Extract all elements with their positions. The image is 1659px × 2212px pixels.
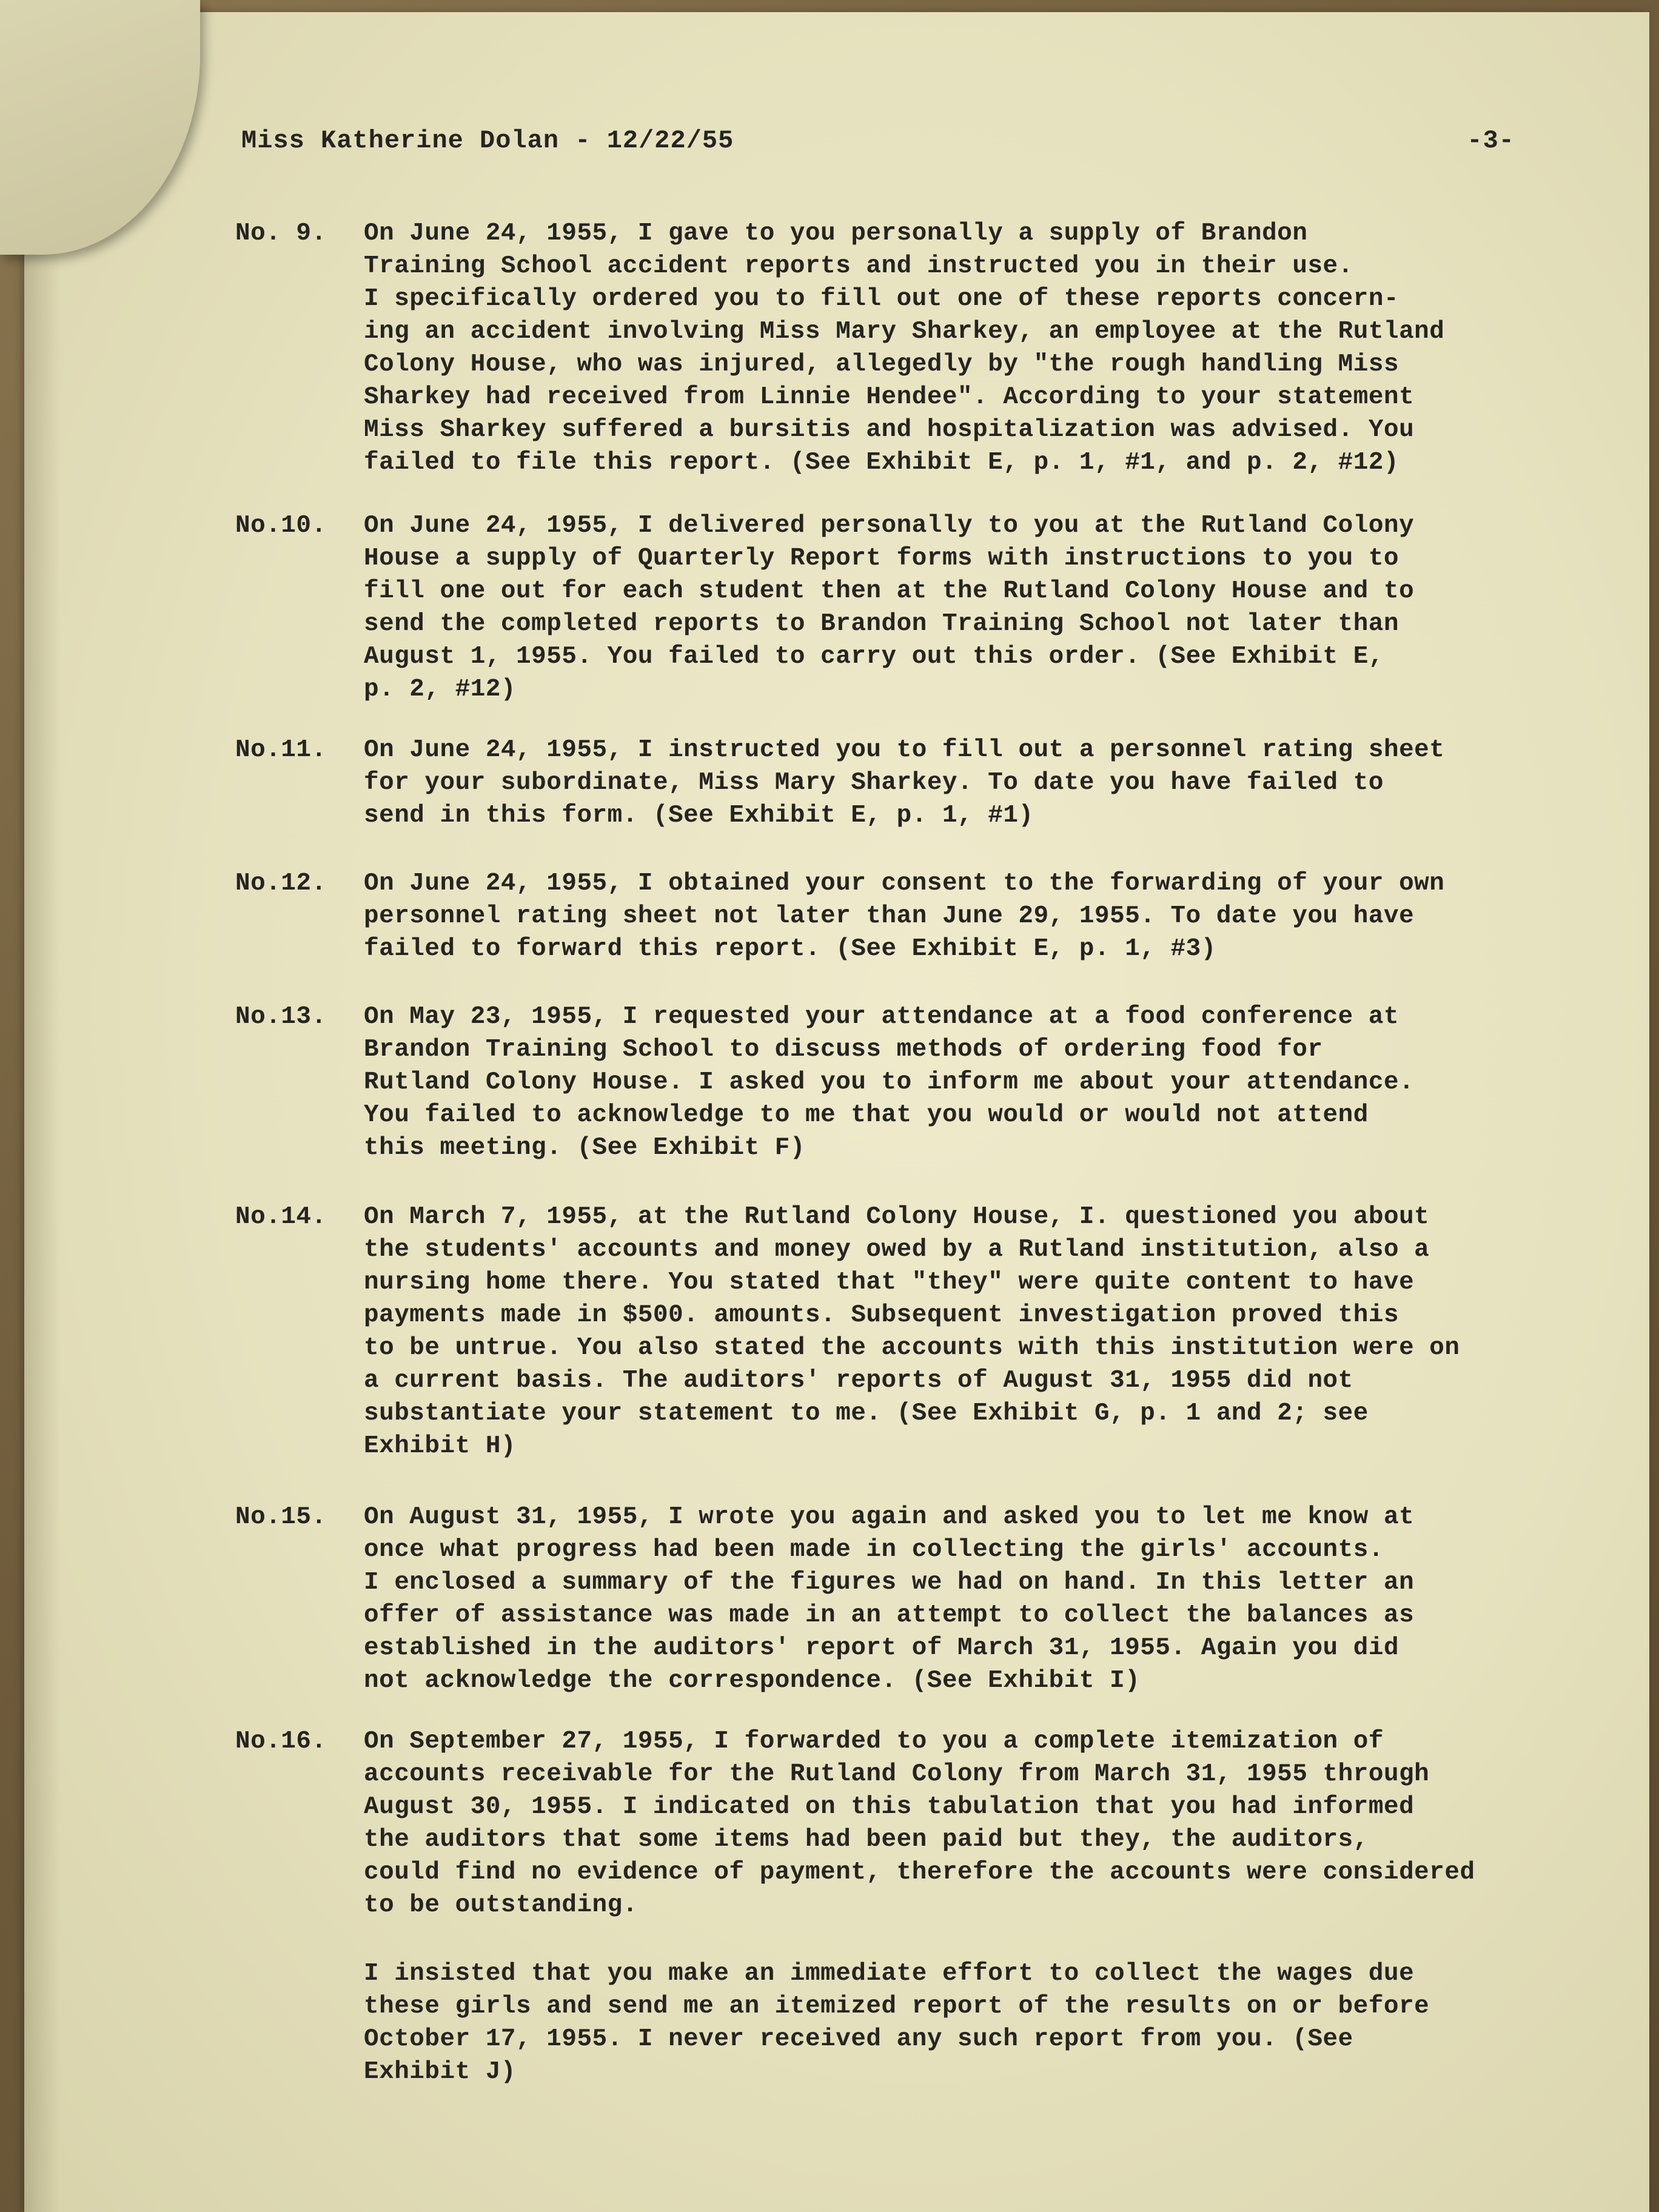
item-text <box>364 1201 1570 1463</box>
text-line: Rutland Colony House. I asked you to inform me about your attendance. <box>364 1068 1415 1096</box>
text-line: Colony House, who was injured, allegedly by "the rough handling Miss <box>364 350 1399 378</box>
text-line: Training School accident reports and instructed you in their use. <box>364 252 1353 280</box>
item-text <box>364 509 1570 706</box>
item-text <box>364 1501 1570 1697</box>
item-text <box>364 734 1570 832</box>
text-line: p. 2, #12) <box>364 675 517 703</box>
text-line: to be outstanding. <box>364 1891 638 1919</box>
text-line: these girls and send me an itemized report of the results on or before <box>364 1992 1430 2020</box>
text-line: I specifically ordered you to fill out one of these reports concern- <box>364 285 1399 313</box>
text-line: a current basis. The auditors' reports of August 31, 1955 did not <box>364 1367 1353 1395</box>
text-line: Brandon Training School to discuss methods of ordering food for <box>364 1036 1323 1064</box>
text-line: You failed to acknowledge to me that you would or would not attend <box>364 1101 1369 1129</box>
text-line: Exhibit H) <box>364 1432 517 1460</box>
text-line: Sharkey had received from Linnie Hendee". According to your statement <box>364 383 1415 411</box>
text-line: could find no evidence of payment, therefore the accounts were considered <box>364 1858 1475 1886</box>
text-line: On June 24, 1955, I delivered personally to you at the Rutland Colony <box>364 512 1415 540</box>
text-line: On March 7, 1955, at the Rutland Colony House, I. questioned you about <box>364 1203 1430 1231</box>
item-number: No. 9. <box>235 220 327 247</box>
text-line: On June 24, 1955, I obtained your consent to the forwarding of your own <box>364 870 1445 897</box>
text-line: Exhibit J) <box>364 2058 517 2086</box>
text-line: nursing home there. You stated that "they" were quite content to have <box>364 1269 1415 1296</box>
text-line: once what progress had been made in collecting the girls' accounts. <box>364 1536 1384 1564</box>
text-line: the auditors that some items had been paid but they, the auditors, <box>364 1826 1369 1854</box>
item-number: No.16. <box>235 1728 327 1755</box>
text-line: payments made in $500. amounts. Subsequent investigation proved this <box>364 1301 1399 1329</box>
text-line: not acknowledge the correspondence. (See Exhibit I) <box>364 1667 1141 1695</box>
item-text <box>364 1000 1570 1164</box>
text-line: August 1, 1955. You failed to carry out this order. (See Exhibit E, <box>364 643 1384 671</box>
item-number: No.14. <box>235 1203 327 1231</box>
recipient-date: Miss Katherine Dolan - 12/22/55 <box>241 126 734 155</box>
text-line: August 30, 1955. I indicated on this tabulation that you had informed <box>364 1793 1415 1821</box>
text-line: to be untrue. You also stated the accounts with this institution were on <box>364 1334 1460 1362</box>
text-line: substantiate your statement to me. (See Exhibit G, p. 1 and 2; see <box>364 1399 1369 1427</box>
text-line: I enclosed a summary of the figures we had on hand. In this letter an <box>364 1569 1415 1597</box>
text-line: offer of assistance was made in an attempt to collect the balances as <box>364 1601 1415 1629</box>
text-line: send the completed reports to Brandon Training School not later than <box>364 610 1399 638</box>
text-line: for your subordinate, Miss Mary Sharkey. To date you have failed to <box>364 769 1384 797</box>
text-line: established in the auditors' report of March 31, 1955. Again you did <box>364 1634 1399 1662</box>
text-line: personnel rating sheet not later than June 29, 1955. To date you have <box>364 902 1415 930</box>
text-line: send in this form. (See Exhibit E, p. 1, #1) <box>364 802 1034 830</box>
item-text <box>364 1725 1570 1922</box>
text-line: ing an accident involving Miss Mary Sharkey, an employee at the Rutland <box>364 318 1445 346</box>
item-number: No.11. <box>235 736 327 764</box>
text-line: On June 24, 1955, I instructed you to fill out a personnel rating sheet <box>364 736 1445 764</box>
item-text <box>364 217 1570 479</box>
item-number: No.15. <box>235 1503 327 1531</box>
text-line: On August 31, 1955, I wrote you again and asked you to let me know at <box>364 1503 1415 1531</box>
text-line: On May 23, 1955, I requested your attendance at a food conference at <box>364 1003 1399 1031</box>
text-line: On June 24, 1955, I gave to you personally a supply of Brandon <box>364 220 1308 247</box>
text-line: the students' accounts and money owed by a Rutland institution, also a <box>364 1236 1430 1264</box>
page-header <box>241 121 1515 160</box>
text-line: this meeting. (See Exhibit F) <box>364 1134 806 1162</box>
text-line: I insisted that you make an immediate effort to collect the wages due <box>364 1960 1415 1988</box>
text-line: failed to file this report. (See Exhibit E, p. 1, #1, and p. 2, #12) <box>364 449 1399 477</box>
item-text <box>364 867 1570 965</box>
item-number: No.10. <box>235 512 327 540</box>
text-line: fill one out for each student then at the Rutland Colony House and to <box>364 577 1415 605</box>
item-number: No.13. <box>235 1003 327 1031</box>
page-number: -3- <box>1467 126 1515 155</box>
item-number: No.12. <box>235 870 327 897</box>
text-line: On September 27, 1955, I forwarded to you a complete itemization of <box>364 1728 1384 1755</box>
text-line: House a supply of Quarterly Report forms with instructions to you to <box>364 545 1399 572</box>
text-line: October 17, 1955. I never received any such report from you. (See <box>364 2025 1353 2053</box>
text-line: failed to forward this report. (See Exhibit E, p. 1, #3) <box>364 935 1216 963</box>
text-line: Miss Sharkey suffered a bursitis and hospitalization was advised. You <box>364 416 1415 444</box>
closing-paragraph <box>364 1957 1577 2088</box>
text-line: accounts receivable for the Rutland Colony from March 31, 1955 through <box>364 1760 1430 1788</box>
